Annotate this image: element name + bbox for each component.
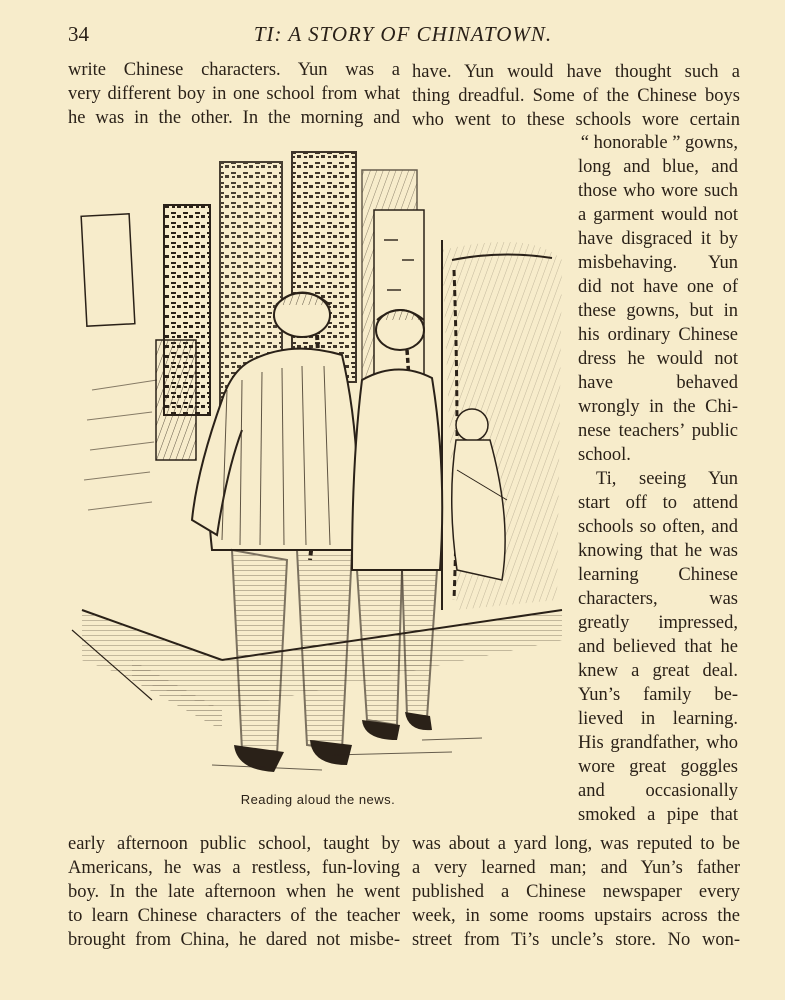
text-line: boy. In the late afternoon when he went [68,882,400,902]
text-line: thing dreadful. Some of the Chinese boys [412,86,740,106]
text-line: those who wore such [578,181,738,201]
text-line: and believed that he [578,637,738,657]
text-line: characters, was [578,589,738,609]
text-line: Ti, seeing Yun [596,469,738,489]
text-line: lieved in learning. [578,709,738,729]
illustration-reading-news [62,140,572,790]
text-line: “ honorable ” gowns, [580,133,738,153]
text-line: knowing that he was [578,541,738,561]
text-line: start off to attend [578,493,738,513]
text-line: he was in the other. In the morning and [68,108,400,128]
text-line: wore great goggles [578,757,738,777]
text-line: who went to these schools wore certain [412,110,740,130]
text-line: have behaved [578,373,738,393]
text-line: very different boy in one school from what [68,84,400,104]
illustration-caption: Reading aloud the news. [240,792,396,807]
text-line: have. Yun would have thought such a [412,62,740,82]
text-line: schools so often, and [578,517,738,537]
text-line: a garment would not [578,205,738,225]
text-line: learning Chinese [578,565,738,585]
text-line: Yun’s family be- [578,685,738,705]
text-line: and occasionally [578,781,738,801]
text-line: long and blue, and [578,157,738,177]
text-line: greatly impressed, [578,613,738,633]
text-line: misbehaving. Yun [578,253,738,273]
text-line: did not have one of [578,277,738,297]
text-line: smoked a pipe that [578,805,738,825]
text-line: His grandfather, who [578,733,738,753]
text-line: his ordinary Chinese [578,325,738,345]
text-line: early afternoon public school, taught by [68,834,400,854]
text-line: dress he would not [578,349,738,369]
text-line: school. [578,445,631,465]
text-line: week, in some rooms upstairs across the [412,906,740,926]
page-number: 34 [68,22,89,46]
running-title: TI: A STORY OF CHINATOWN. [253,22,553,46]
text-line: was about a yard long, was reputed to be [412,834,740,854]
text-line: knew a great deal. [578,661,738,681]
text-line: wrongly in the Chi- [578,397,738,417]
text-line: Americans, he was a restless, fun-loving [68,858,400,878]
text-line: brought from China, he dared not misbe- [68,930,400,950]
text-line: a very learned man; and Yun’s father [412,858,740,878]
page-header [68,22,738,50]
text-line: have disgraced it by [578,229,738,249]
text-line: these gowns, but in [578,301,738,321]
text-line: published a Chinese newspaper every [412,882,740,902]
text-line: nese teachers’ public [578,421,738,441]
text-line: street from Ti’s uncle’s store. No won- [412,930,740,950]
text-line: to learn Chinese characters of the teacher [68,906,400,926]
text-line: write Chinese characters. Yun was a [68,60,400,80]
